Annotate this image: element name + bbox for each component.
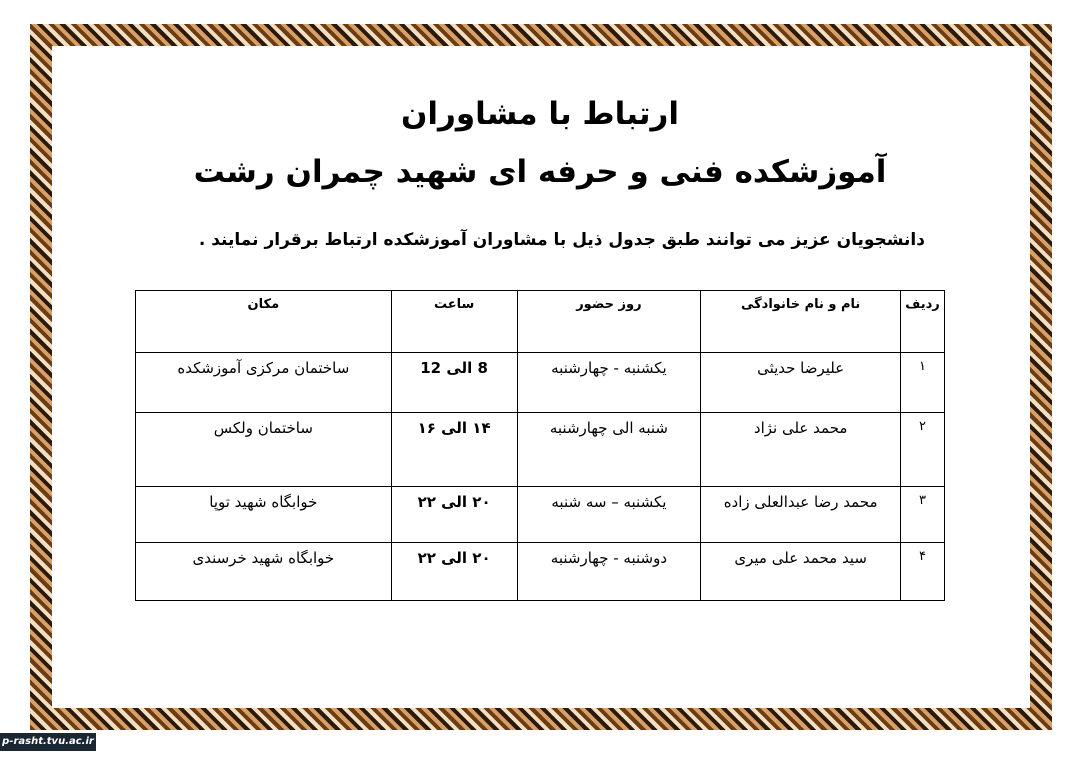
attendance-day: شنبه الی چهارشنبه (517, 413, 701, 487)
attendance-day: یکشنبه - چهارشنبه (517, 353, 701, 413)
table-header-row (136, 291, 945, 353)
attendance-time: ۲۰ الی ۲۲ (391, 487, 517, 543)
row-number: ۳ (901, 487, 945, 543)
header-day: روز حضور (517, 291, 701, 353)
page-title: ارتباط با مشاوران (400, 96, 680, 132)
attendance-day: دوشنبه - چهارشنبه (517, 543, 701, 601)
advisor-name: محمد رضا عبدالعلی زاده (701, 487, 901, 543)
row-number: ۱ (901, 353, 945, 413)
table-row (136, 413, 945, 487)
advisors-table (135, 290, 945, 601)
advisor-name: سید محمد علی میری (701, 543, 901, 601)
attendance-place: خوابگاه شهید خرسندی (136, 543, 392, 601)
attendance-place: خوابگاه شهید توپا (136, 487, 392, 543)
attendance-place: ساختمان مرکزی آموزشکده (136, 353, 392, 413)
header-row-number: ردیف (901, 291, 945, 353)
attendance-time: ۲۰ الی ۲۲ (391, 543, 517, 601)
document-page (55, 48, 1025, 704)
page-subtitle: آموزشکده فنی و حرفه ای شهید چمران رشت (193, 154, 887, 190)
intro-text: دانشجویان عزیز می توانند طبق جدول ذیل با مشاوران آموزشکده ارتباط برقرار نمایند . (198, 230, 925, 250)
website-watermark: p-rasht.tvu.ac.ir (0, 733, 96, 751)
advisor-name: علیرضا حدیثی (701, 353, 901, 413)
header-place: مکان (136, 291, 392, 353)
attendance-day: یکشنبه – سه شنبه (517, 487, 701, 543)
header-time: ساعت (391, 291, 517, 353)
table-row (136, 487, 945, 543)
row-number: ۴ (901, 543, 945, 601)
attendance-time: 8 الی 12 (391, 353, 517, 413)
attendance-time: ۱۴ الی ۱۶ (391, 413, 517, 487)
table-row (136, 353, 945, 413)
row-number: ۲ (901, 413, 945, 487)
header-name: نام و نام خانوادگی (701, 291, 901, 353)
attendance-place: ساختمان ولکس (136, 413, 392, 487)
advisor-name: محمد علی نژاد (701, 413, 901, 487)
table-row (136, 543, 945, 601)
